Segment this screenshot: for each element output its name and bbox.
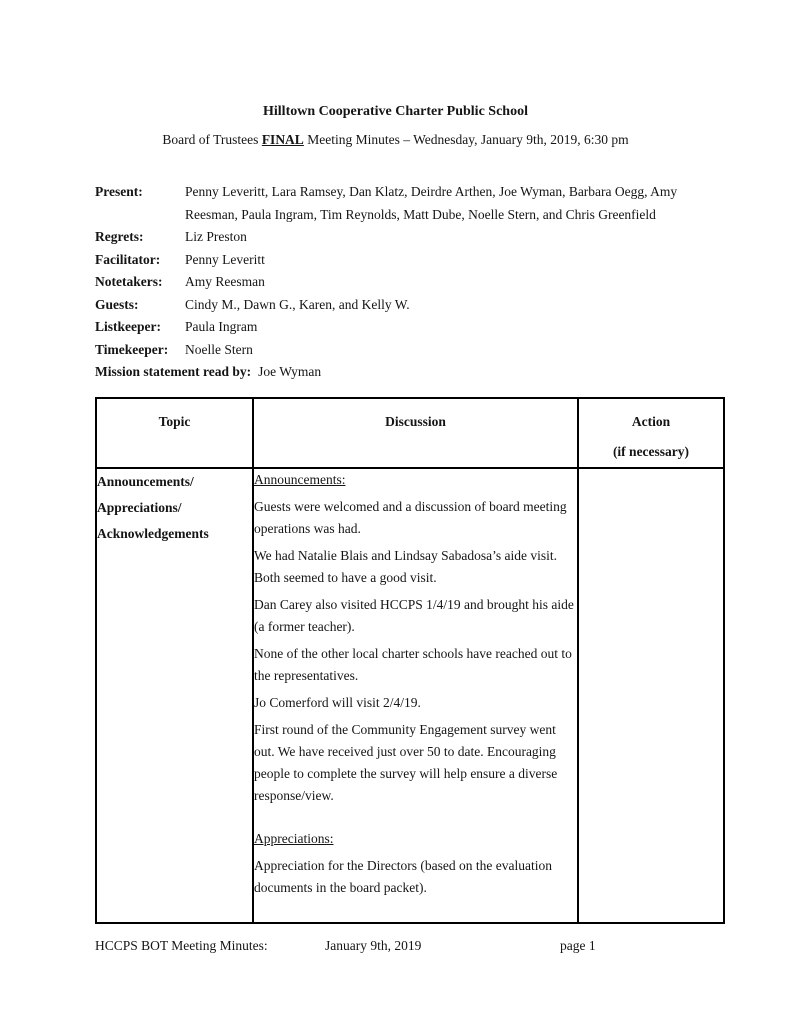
attendee-row-timekeeper — [95, 339, 710, 362]
action-header-line1: Action — [631, 414, 671, 429]
action-cell — [578, 468, 724, 923]
topic-line: Acknowledgements — [97, 526, 209, 541]
attendee-row-mission-statement — [95, 361, 710, 384]
attendee-row-facilitator — [95, 249, 710, 272]
attendee-row-guests — [95, 294, 710, 317]
discussion-paragraph: Jo Comerford will visit 2/4/19. — [254, 695, 421, 710]
minutes-table — [95, 397, 725, 924]
topic-cell — [96, 468, 253, 923]
attendee-list — [95, 181, 710, 384]
subtitle-final-label: FINAL — [261, 132, 304, 147]
attendee-label: Listkeeper: — [95, 319, 161, 334]
announcements-heading: Announcements: — [254, 472, 346, 487]
discussion-paragraph: None of the other local charter schools have reached out to the representatives. — [254, 646, 572, 683]
attendee-value: Paula Ingram — [185, 319, 258, 334]
attendee-label: Timekeeper: — [95, 341, 169, 357]
table-row — [96, 468, 724, 923]
attendee-value: Penny Leveritt — [185, 251, 265, 267]
attendee-label: Facilitator: — [95, 251, 161, 267]
attendee-value: Amy Reesman — [185, 274, 265, 289]
discussion-paragraph: We had Natalie Blais and Lindsay Sabadosa’s aide visit. Both seemed to have a good visit. — [254, 548, 557, 585]
document-subtitle — [0, 132, 791, 148]
attendee-row-regrets — [95, 226, 710, 249]
attendee-value: Liz Preston — [185, 229, 247, 244]
discussion-paragraph: Appreciation for the Directors (based on the evaluation documents in the board packet). — [254, 858, 553, 895]
topic-line: Announcements/ — [97, 474, 194, 489]
column-header-topic: Topic — [96, 398, 253, 468]
footer-doc-label: HCCPS BOT Meeting Minutes: — [95, 938, 268, 953]
subtitle-suffix: Meeting Minutes – Wednesday, January 9th, 2019, 6:30 pm — [303, 132, 629, 147]
column-header-action — [578, 398, 724, 468]
attendee-label: Present: — [95, 184, 143, 199]
page-footer — [95, 937, 735, 955]
discussion-cell — [253, 468, 578, 923]
action-header-line2: (if necessary) — [612, 444, 690, 459]
discussion-paragraph: First round of the Community Engagement survey went out. We have received just over 50 to date. Encouraging people to complete the survey will help ensure a diverse response/view. — [254, 722, 558, 803]
attendee-label: Notetakers: — [95, 274, 163, 289]
attendee-value: Penny Leveritt, Lara Ramsey, Dan Klatz, Deirdre Arthen, Joe Wyman, Barbara Oegg, Amy Reesman, Paula Ingram, Tim Reynolds, Matt Dube, Noelle Stern, and Chris Greenfield — [185, 184, 678, 222]
attendee-row-listkeeper — [95, 316, 710, 339]
subtitle-prefix: Board of Trustees — [162, 132, 262, 147]
appreciations-heading: Appreciations: — [254, 831, 334, 846]
attendee-row-present — [95, 181, 710, 226]
discussion-paragraph: Guests were welcomed and a discussion of board meeting operations was had. — [254, 499, 567, 536]
document-title: Hilltown Cooperative Charter Public School — [263, 104, 528, 119]
attendee-value: Noelle Stern — [185, 341, 253, 357]
column-header-discussion: Discussion — [253, 398, 578, 468]
footer-page-number: page 1 — [560, 938, 596, 953]
footer-date: January 9th, 2019 — [325, 938, 422, 953]
attendee-label: Regrets: — [95, 229, 144, 244]
attendee-row-notetakers — [95, 271, 710, 294]
attendee-value: Cindy M., Dawn G., Karen, and Kelly W. — [185, 296, 410, 312]
discussion-paragraph: Dan Carey also visited HCCPS 1/4/19 and brought his aide (a former teacher). — [254, 597, 574, 634]
attendee-value: Joe Wyman — [258, 364, 322, 379]
topic-line: Appreciations/ — [97, 500, 182, 515]
table-header-row — [96, 398, 724, 468]
attendee-label: Guests: — [95, 296, 139, 312]
attendee-label: Mission statement read by: — [95, 364, 252, 379]
